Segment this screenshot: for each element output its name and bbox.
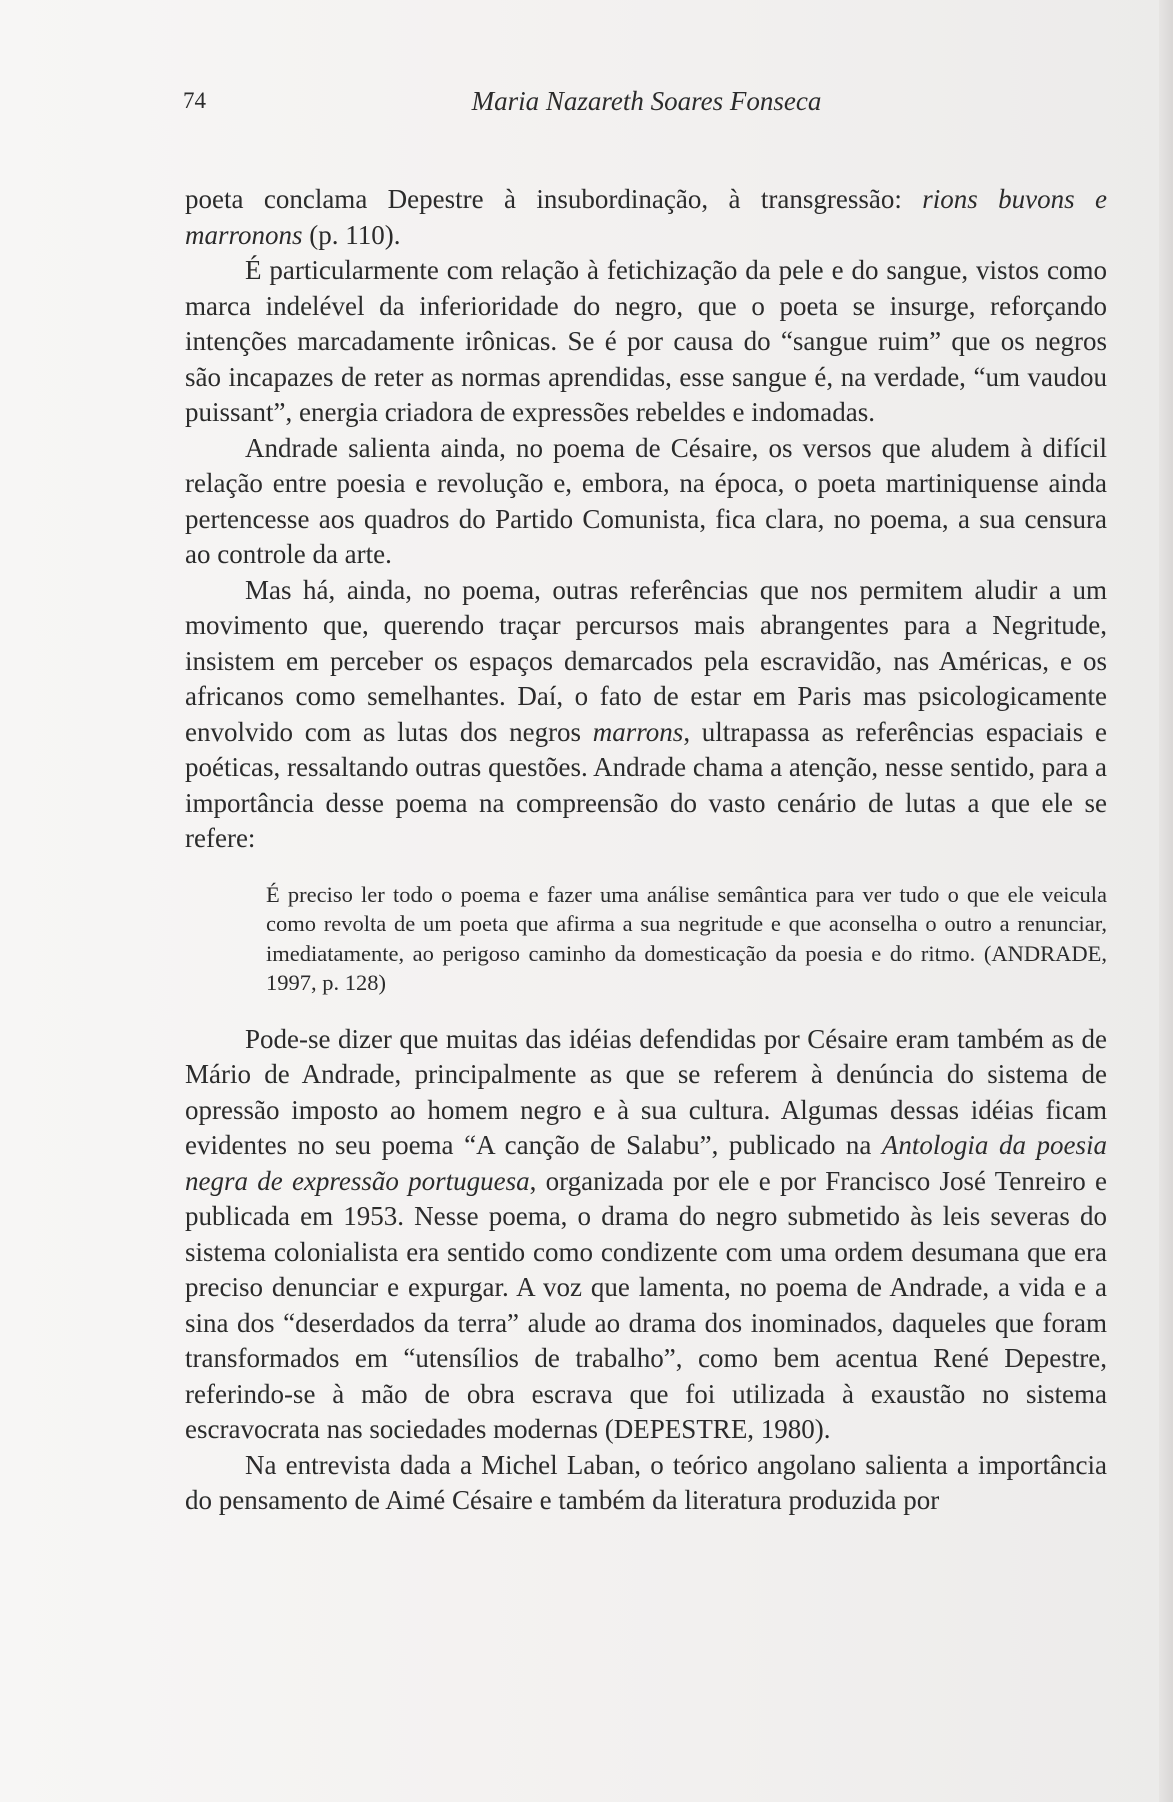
paragraph-4-after: , ultrapassa as referências espaciais e poéticas, ressaltando outras questões. Andrade chama a atenção, nesse sentido, para a importância desse poema na compreensão do vasto cenário de lutas a que ele se refere: [185, 716, 1107, 853]
running-head: Maria Nazareth Soares Fonseca [471, 86, 822, 116]
paragraph-5-after: , organizada por ele e por Francisco José Tenreiro e publicada em 1953. Nesse poema, o drama do negro submetido às leis severas do sistema colonialista era sentido como condizente com uma ordem desumana que era preciso denunciar e expurgar. A voz que lamenta, no poema de Andrade, a vida e a sina dos “deserdados da terra” alude ao drama dos inominados, daqueles que foram transformados em “utensílios de trabalho”, como bem acentua René Depestre, referindo-se à mão de obra escrava que foi utilizada à exaustão no sistema escravocrata nas sociedades modernas (DEPESTRE, 1980). [185, 1165, 1107, 1444]
paragraph-5-italic: Antologia da poesia negra de expressão portuguesa [185, 1130, 1107, 1196]
paragraph-3: Andrade salienta ainda, no poema de Césaire, os versos que aludem à difícil relação entre poesia e revolução e, embora, na época, o poeta martiniquense ainda pertencesse aos quadros do Partido Comunista, fica clara, no poema, a sua censura ao controle da arte. [185, 432, 1107, 569]
paragraph-1-text: poeta conclama Depestre à insubordinação, à transgressão: [185, 184, 923, 214]
paragraph-4 [185, 573, 1107, 857]
page-number: 74 [183, 88, 206, 113]
paragraph-4-before: Mas há, ainda, no poema, outras referências que nos permitem aludir a um movimento que, querendo traçar percursos mais abrangentes para a Negritude, insistem em perceber os espaços demarcados pela escravidão, nas Américas, e os africanos como semelhantes. Daí, o fato de estar em Paris mas psicologicamente envolvido com as lutas dos negros [185, 574, 1107, 747]
page-header [183, 84, 1110, 120]
paragraph-1-after: (p. 110). [302, 219, 401, 250]
paragraph-2: É particularmente com relação à fetichização da pele e do sangue, vistos como marca indelével da inferioridade do negro, que o poeta se insurge, reforçando intenções marcadamente irônicas. Se é por causa do “sangue ruim” que os negros são incapazes de reter as normas aprendidas, esse sangue é, na verdade, “um vaudou puissant”, energia criadora de expressões rebeldes e indomadas. [185, 255, 1107, 427]
paragraph-1 [185, 182, 1107, 253]
page-edge [1159, 0, 1173, 1802]
page-body [185, 182, 1107, 1519]
block-quote: É preciso ler todo o poema e fazer uma análise semântica para ver tudo o que ele veicula como revolta de um poeta que afirma a sua negritude e que aconselha o outro a renunciar, imediatamente, ao perigoso caminho da domesticação da poesia e do ritmo. (ANDRADE, 1997, p. 128) [266, 881, 1107, 995]
paragraph-5-before: Pode-se dizer que muitas das idéias defendidas por Césaire eram também as de Mário de Andrade, principalmente as que se referem à denúncia do sistema de opressão imposto ao homem negro e à sua cultura. Algumas dessas idéias ficam evidentes no seu poema “A canção de Salabu”, publicado na [185, 1023, 1107, 1160]
paragraph-6: Na entrevista dada a Michel Laban, o teórico angolano salienta a importância do pensamento de Aimé Césaire e também da literatura produzida por [185, 1449, 1107, 1515]
paragraph-1-italic: rions buvons e marronons [185, 184, 1107, 250]
paragraph-4-italic: marrons [592, 716, 684, 747]
paragraph-5 [185, 1022, 1107, 1448]
